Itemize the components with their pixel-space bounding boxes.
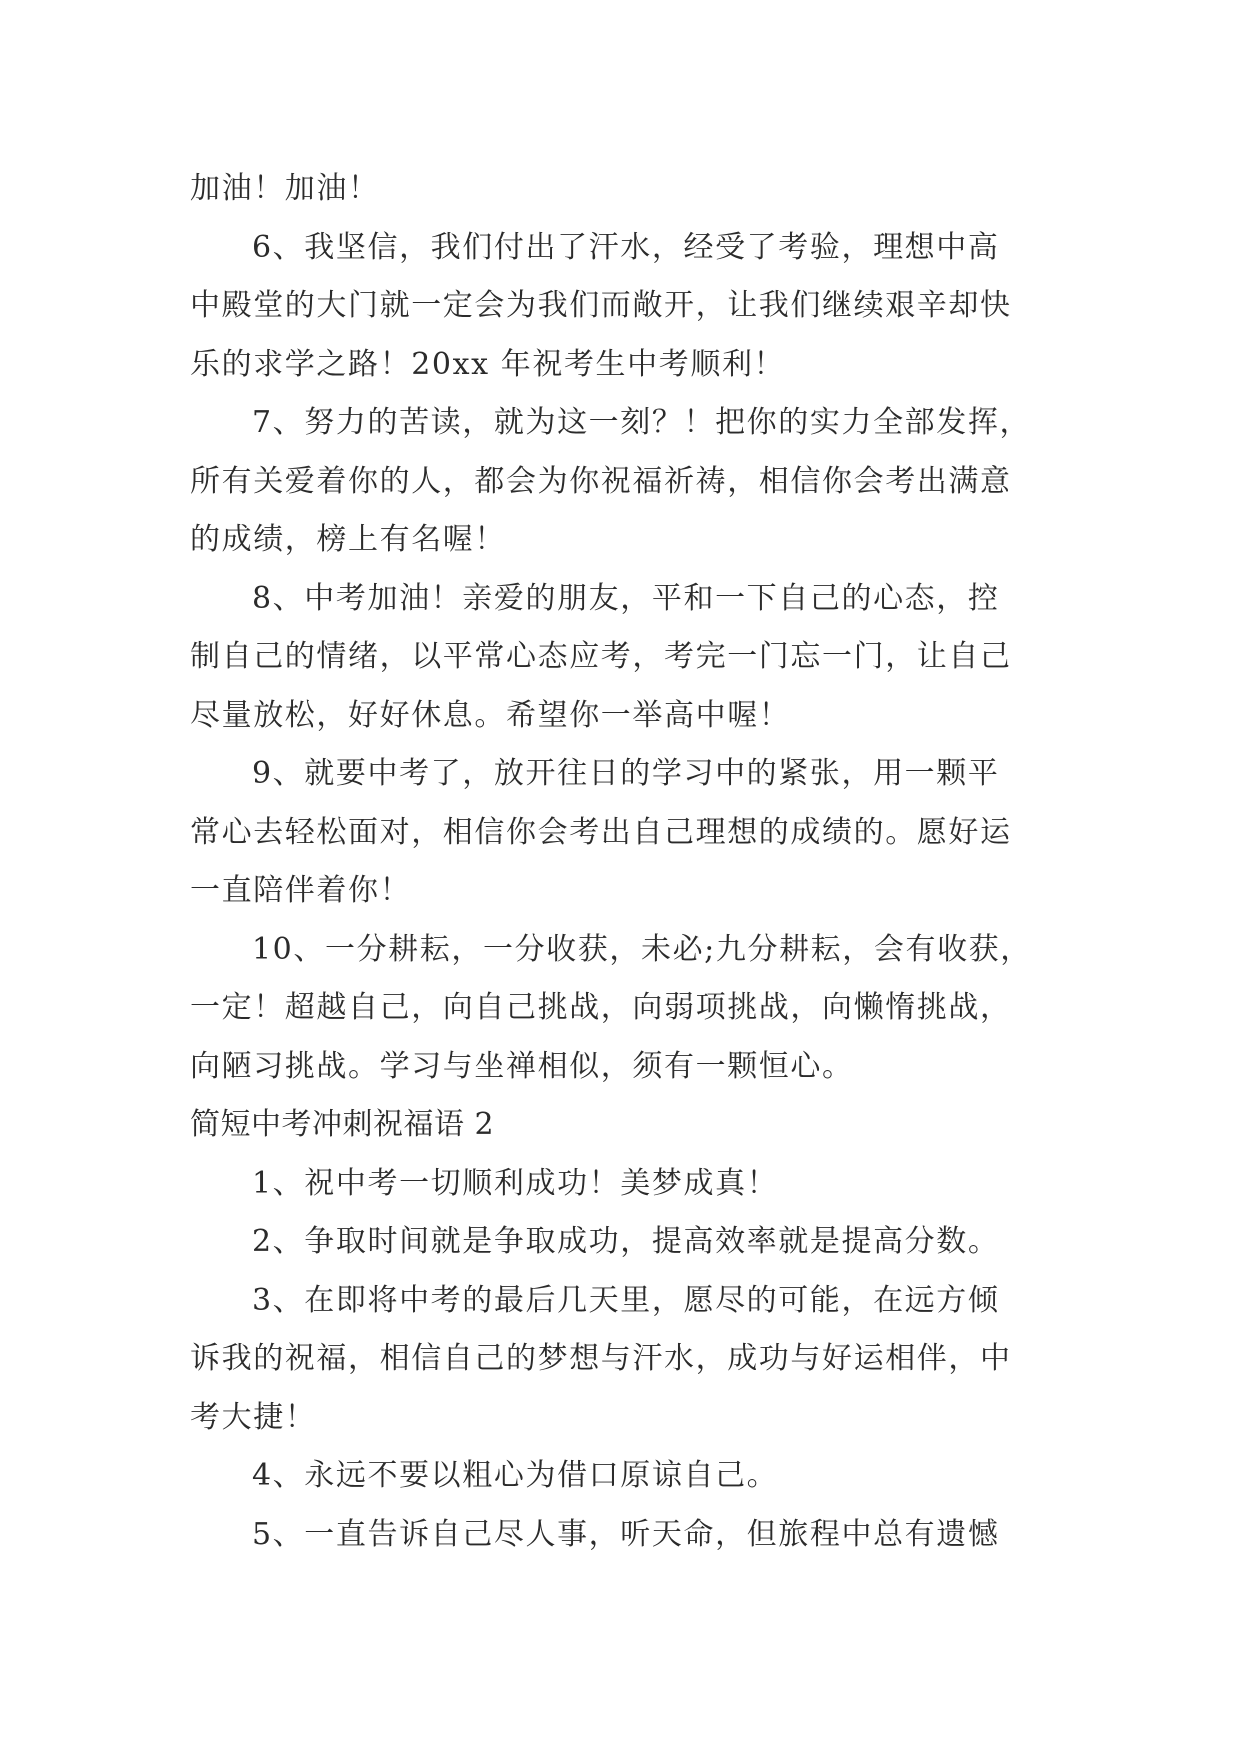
text-line: 7、努力的苦读，就为这一刻？！把你的实力全部发挥，	[252, 405, 1032, 440]
text-line: 所有关爱着你的人，都会为你祝福祈祷，相信你会考出满意	[190, 463, 1012, 499]
text-line: 6、我坚信，我们付出了汗水，经受了考验，理想中高	[252, 229, 1000, 265]
text-line: 中殿堂的大门就一定会为我们而敞开，让我们继续艰辛却快	[190, 288, 1012, 323]
text-line: 2、争取时间就是争取成功，提高效率就是提高分数。	[252, 1224, 1000, 1259]
section-heading: 简短中考冲刺祝福语 2	[190, 1107, 495, 1142]
text-line: 加油！加油！	[190, 171, 380, 206]
text-line: 1、祝中考一切顺利成功！美梦成真！	[252, 1165, 779, 1201]
text-line: 3、在即将中考的最后几天里，愿尽的可能，在远方倾	[252, 1282, 1000, 1318]
text-line: 一定！超越自己，向自己挑战，向弱项挑战，向懒惰挑战，	[190, 990, 1012, 1025]
text-line: 的成绩，榜上有名喔！	[190, 522, 506, 557]
text-line: 5、一直告诉自己尽人事，听天命，但旅程中总有遗憾	[252, 1516, 1000, 1552]
text-line: 制自己的情绪，以平常心态应考，考完一门忘一门，让自己	[190, 639, 1012, 674]
text-line: 4、永远不要以粗心为借口原谅自己。	[252, 1458, 779, 1493]
text-line: 考大捷！	[190, 1399, 317, 1435]
text-line: 一直陪伴着你！	[190, 873, 412, 908]
text-line: 8、中考加油！亲爱的朋友，平和一下自己的心态，控	[252, 580, 1000, 616]
text-line: 向陋习挑战。学习与坐禅相似，须有一颗恒心。	[190, 1048, 854, 1084]
document-body	[190, 160, 1055, 1564]
text-line: 乐的求学之路！20xx 年祝考生中考顺利！	[190, 346, 786, 382]
text-line: 诉我的祝福，相信自己的梦想与汗水，成功与好运相伴，中	[190, 1341, 1012, 1376]
text-line: 9、就要中考了，放开往日的学习中的紧张，用一颗平	[252, 756, 1000, 791]
text-line: 10、一分耕耘，一分收获，未必;九分耕耘，会有收获，	[252, 931, 1032, 967]
text-line: 常心去轻松面对，相信你会考出自己理想的成绩的。愿好运	[190, 814, 1012, 850]
text-line: 尽量放松，好好休息。希望你一举高中喔！	[190, 697, 791, 733]
